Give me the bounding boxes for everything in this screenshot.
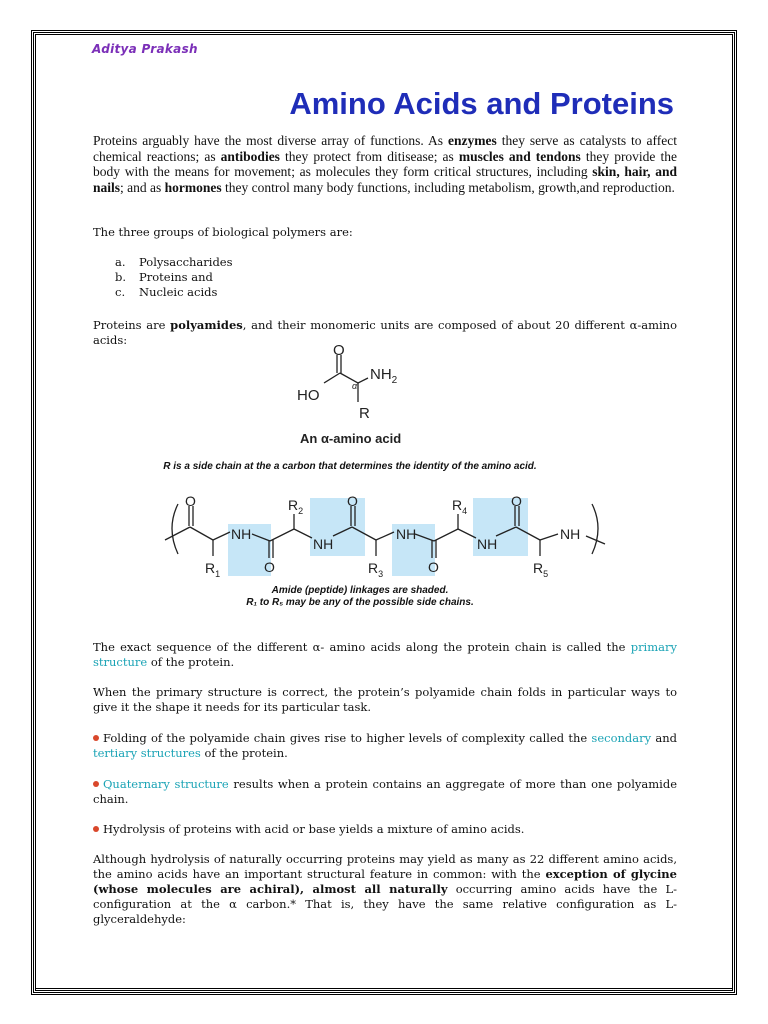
chain-caption-line-1: Amide (peptide) linkages are shaded.: [271, 585, 449, 596]
tertiary-term: tertiary structures: [93, 746, 201, 760]
bullet-folding: Folding of the polyamide chain gives rise to higher levels of complexity called the secondary and tertiary structures of the protein.: [93, 731, 677, 760]
amide-nh-2: NH: [313, 536, 334, 552]
list-item: a. Polysaccharides: [115, 255, 233, 269]
carbonyl-o-2: O: [347, 493, 358, 509]
side-chain-r2: $R_2$: [288, 497, 304, 516]
polyamides-paragraph: Proteins are polyamides, and their monomeric units are composed of about 20 different α-amino acids:: [93, 318, 677, 347]
configuration-paragraph: Although hydrolysis of naturally occurring proteins may yield as many as 22 different amino acids, the amino acids have an important structural feature in common: with the exception of glycine (whose molecules are achiral), almost all naturally occurring amino acids have the L-configuration at the α carbon.* That is, they have the same relative configuration as L-glyceraldehyde:: [93, 852, 677, 926]
carbonyl-o-5: O: [428, 559, 439, 575]
amino-acid-label: An α-amino acid: [300, 431, 402, 446]
bullet-quaternary: Quaternary structure results when a protein contains an aggregate of more than one polyamide chain.: [93, 777, 677, 806]
page-bottom-rule: [36, 988, 732, 989]
polymer-groups-list: [115, 255, 233, 300]
amide-nh-3: NH: [396, 526, 417, 542]
amide-nh-5: NH: [560, 526, 581, 542]
hydroxyl-label: HO: [297, 387, 320, 404]
list-item: b. Proteins and: [115, 270, 213, 284]
bullet-dot: [93, 781, 99, 787]
bullet-dot: [93, 735, 99, 741]
amide-nh-4: NH: [477, 536, 498, 552]
side-chain-r4: $R_4$: [452, 497, 468, 516]
bullet-hydrolysis: Hydrolysis of proteins with acid or base yields a mixture of amino acids.: [93, 822, 677, 837]
carbonyl-o-label: O: [333, 345, 345, 359]
intro-paragraph: Proteins arguably have the most diverse array of functions. As enzymes they serve as catalysts to affect chemical reactions; as antibodies they protect from ditisease; as muscles and tendons they provide the body with the means for movement; as molecules they form critical structures, including skin, hair, and nails; and as hormones they control many body functions, including metabolism, growth,and reproduction.: [93, 133, 677, 195]
polypeptide-chain-structure: [160, 492, 610, 587]
folding-paragraph: When the primary structure is correct, the protein’s polyamide chain folds in particular ways to give it the shape it needs for its particular task.: [93, 685, 677, 714]
bullet-dot: [93, 826, 99, 832]
amine-label: $NH_2$: [370, 366, 398, 386]
side-chain-r1: $R_1$: [205, 560, 221, 579]
carbonyl-o-3: O: [511, 493, 522, 509]
alpha-label: α: [352, 381, 358, 391]
secondary-term: secondary: [591, 731, 652, 745]
list-item: c. Nucleic acids: [115, 285, 218, 299]
quaternary-term: Quaternary structure: [103, 777, 229, 791]
amino-acid-structure: [280, 345, 450, 450]
primary-structure-term: primary structure: [93, 640, 677, 669]
author-name: Aditya Prakash: [92, 42, 198, 56]
side-chain-r3: $R_3$: [368, 560, 384, 579]
amide-nh-1: NH: [231, 526, 252, 542]
side-chain-r5: $R_5$: [533, 560, 549, 579]
side-chain-caption: R is a side chain at the a carbon that determines the identity of the amino acid.: [163, 461, 537, 472]
page-title: Amino Acids and Proteins: [289, 86, 674, 121]
carbonyl-o-1: O: [185, 493, 196, 509]
side-chain-r-label: R: [359, 405, 370, 422]
chain-caption-line-2: R₁ to R₅ may be any of the possible side chains.: [246, 597, 474, 608]
carbonyl-o-4: O: [264, 559, 275, 575]
groups-intro: The three groups of biological polymers are:: [93, 225, 353, 239]
primary-structure-paragraph: The exact sequence of the different α- amino acids along the protein chain is called the primary structure of the protein.: [93, 640, 677, 669]
chain-caption: [200, 585, 520, 609]
